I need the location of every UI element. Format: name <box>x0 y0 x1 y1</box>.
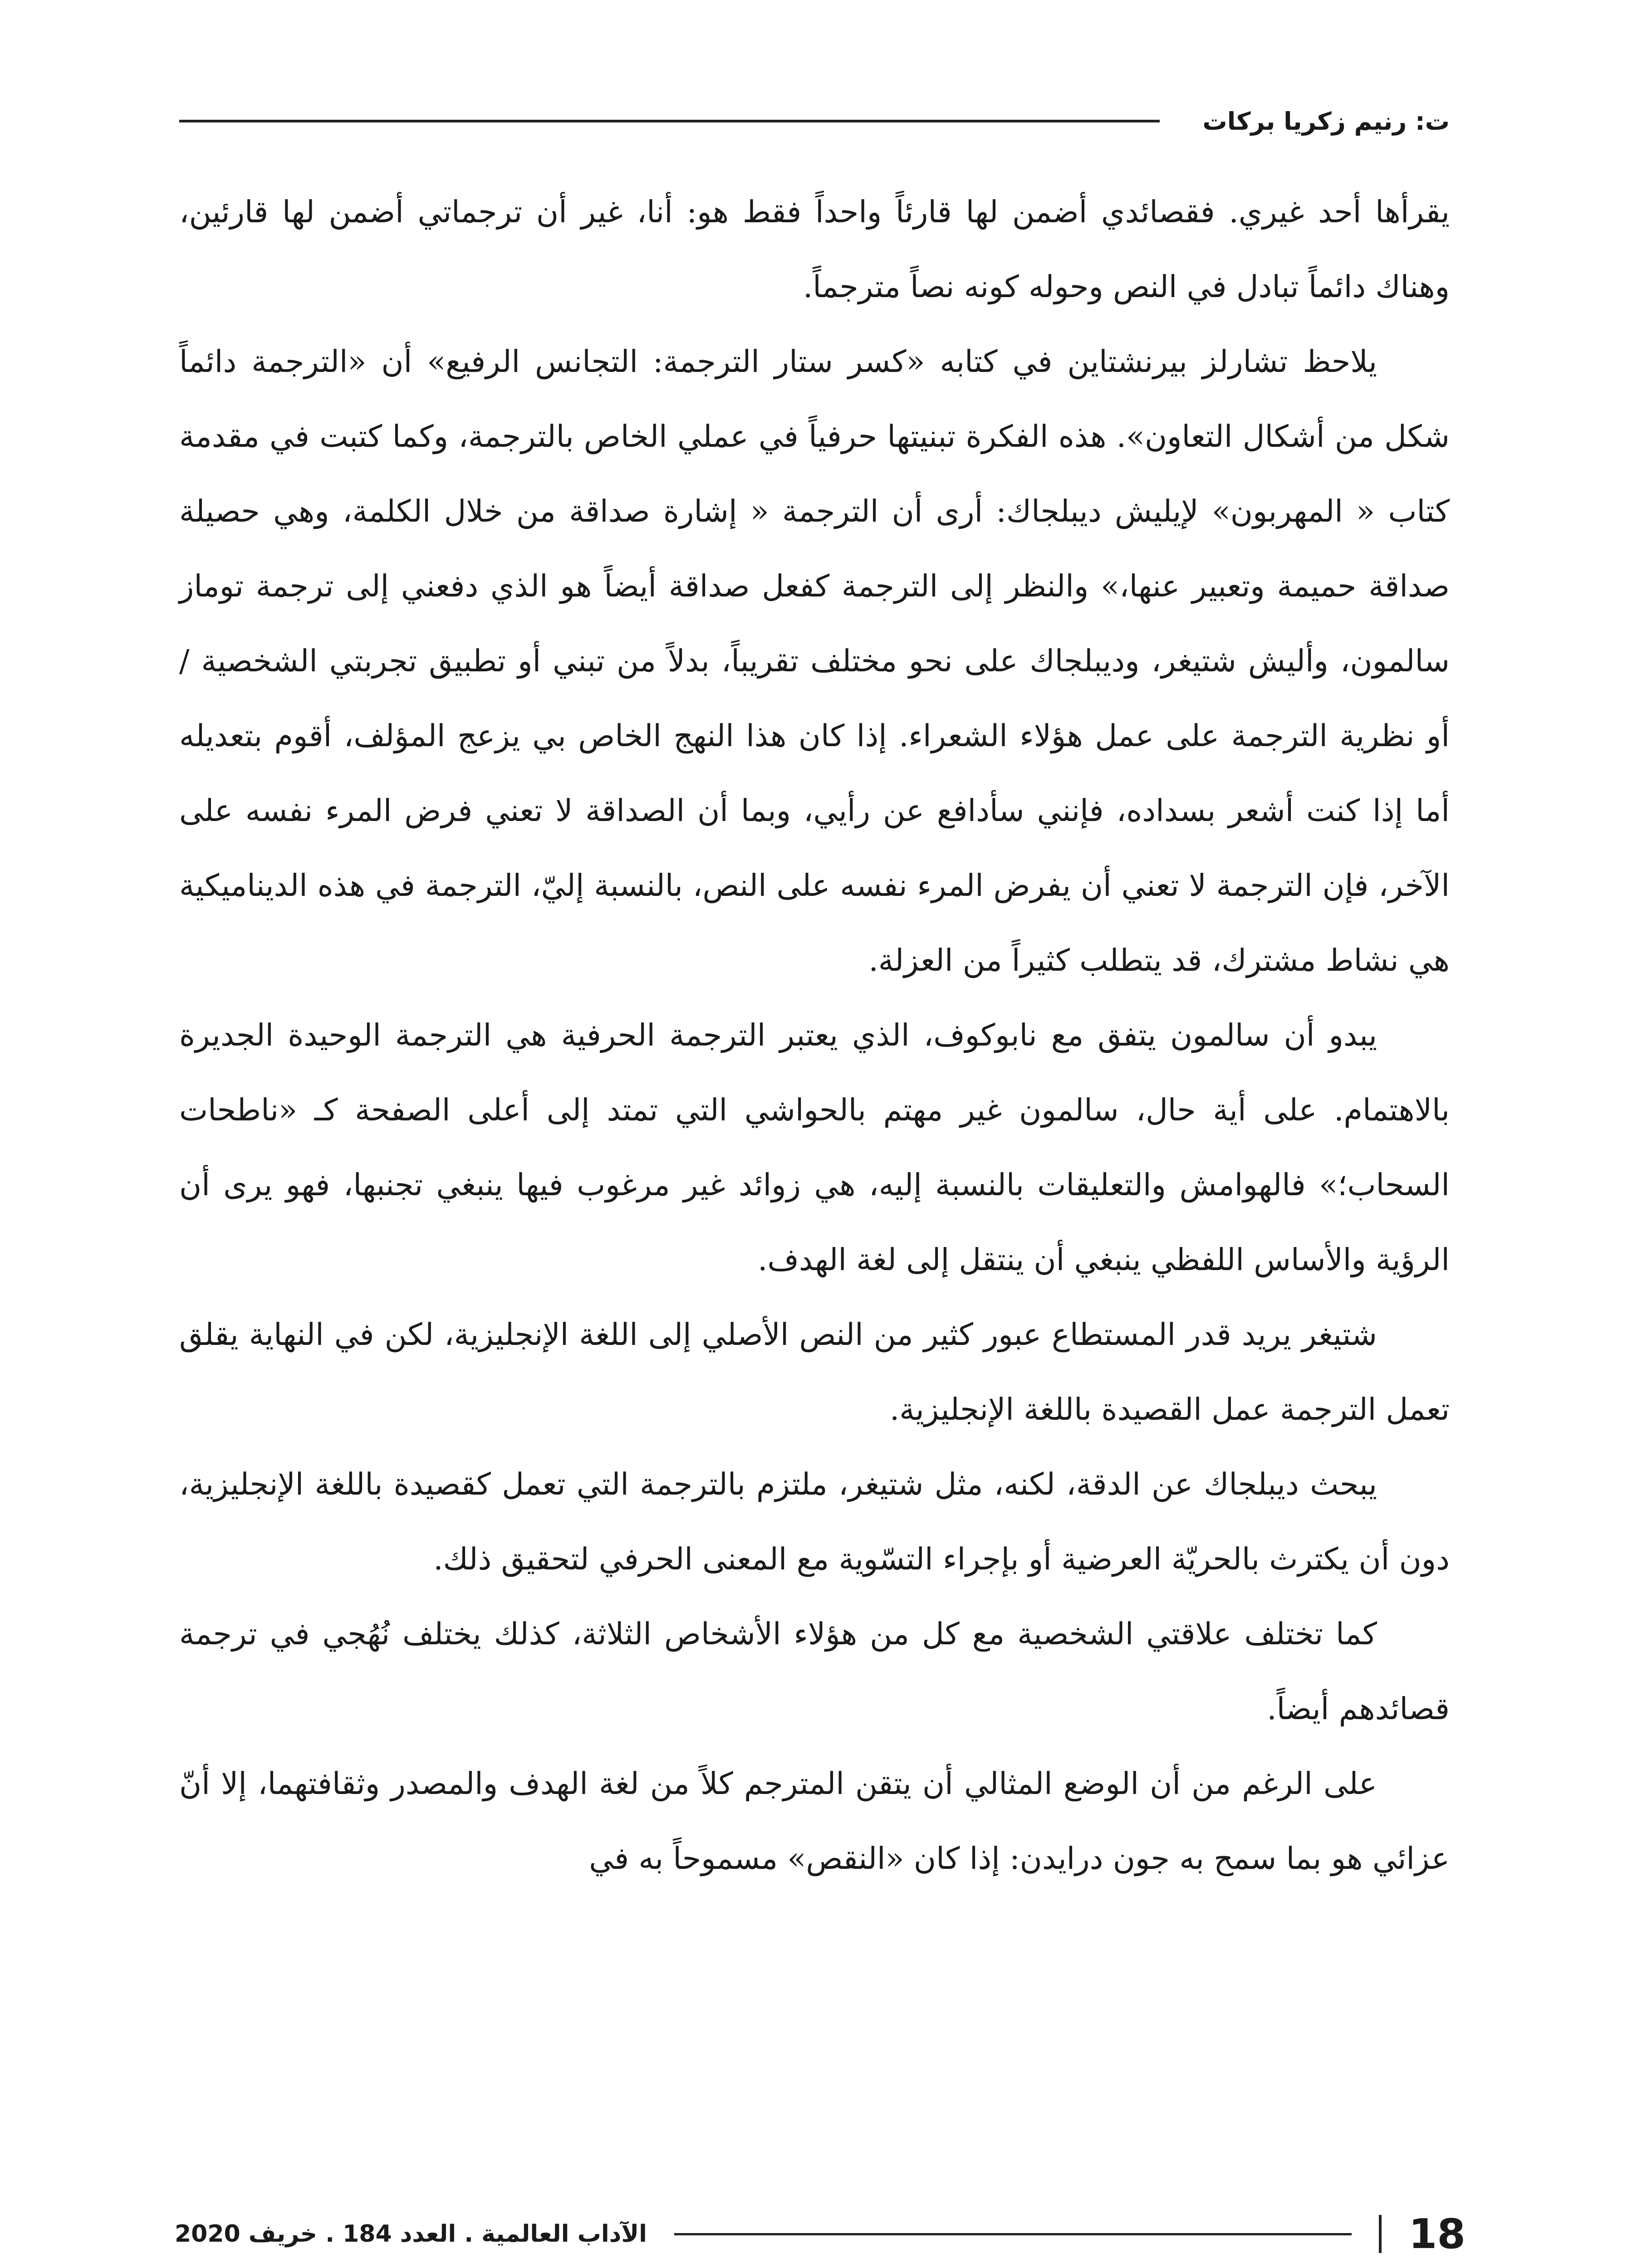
paragraph: على الرغم من أن الوضع المثالي أن يتقن المترجم كلاً من لغة الهدف والمصدر وثقافتهما، إلا أنّ عزائي هو بما سمح به جون درايدن: إذا كان «النقص» مسموحاً به في <box>179 1766 1450 1876</box>
page-number: 18 <box>1408 2210 1466 2258</box>
paragraph: شتيغر يريد قدر المستطاع عبور كثير من النص الأصلي إلى اللغة الإنجليزية، لكن في النهاية يقلق تعمل الترجمة عمل القصيدة باللغة الإنجليزية. <box>179 1317 1450 1427</box>
paragraph: كما تختلف علاقتي الشخصية مع كل من هؤلاء الأشخاص الثلاثة، كذلك يختلف نُهُجي في ترجمة قصائدهم أيضاً. <box>179 1616 1450 1726</box>
paragraph: يبحث ديبلجاك عن الدقة، لكنه، مثل شتيغر، ملتزم بالترجمة التي تعمل كقصيدة باللغة الإنجليزية، دون أن يكترث بالحريّة العرضية أو بإجراء التسّوية مع المعنى الحرفي لتحقيق ذلك. <box>179 1466 1450 1577</box>
footer-divider <box>1379 2215 1382 2253</box>
translator-credit: ت: رنيم زكريا بركات <box>1202 107 1450 136</box>
header-rule <box>179 120 1160 122</box>
paragraph: يقرأها أحد غيري. فقصائدي أضمن لها قارئاً واحداً فقط هو: أنا، غير أن ترجماتي أضمن لها قارئين، وهناك دائماً تبادل في النص وحوله كونه نصاً مترجماً. <box>179 194 1450 304</box>
paragraph: يلاحظ تشارلز بيرنشتاين في كتابه «كسر ستار الترجمة: التجانس الرفيع» أن «الترجمة دائماً شكل من أشكال التعاون». هذه الفكرة تبنيتها حرفياً في عملي الخاص بالترجمة، وكما كتبت في مقدمة كتاب « المهربون» لإيليش ديبلجاك: أرى أن الترجمة « إشارة صداقة من خلال الكلمة، وهي حصيلة صداقة حميمة وتعبير عنها،» والنظر إلى الترجمة كفعل صداقة أيضاً هو الذي دفعني إلى ترجمة توماز سالمون، وأليش شتيغر، وديبلجاك على نحو مختلف تقريباً، بدلاً من تبني أو تطبيق تجربتي الشخصية / أو نظرية الترجمة على عمل هؤلاء الشعراء. إذا كان هذا النهج الخاص بي يزعج المؤلف، أقوم بتعديله أما إذا كنت أشعر بسداده، فإنني سأدافع عن رأيي، وبما أن الصداقة لا تعني فرض المرء نفسه على الآخر، فإن الترجمة لا تعني أن يفرض المرء نفسه على النص، بالنسبة إليّ، الترجمة في هذه الديناميكية هي نشاط مشترك، قد يتطلب كثيراً من العزلة. <box>179 344 1450 978</box>
journal-issue: الآداب العالمية . العدد 184 . خريف 2020 <box>175 2220 647 2248</box>
article-body <box>179 175 1450 1896</box>
paragraph: يبدو أن سالمون يتفق مع نابوكوف، الذي يعتبر الترجمة الحرفية هي الترجمة الوحيدة الجديرة بالاهتمام. على أية حال، سالمون غير مهتم بالحواشي التي تمتد إلى أعلى الصفحة كـ «ناطحات السحاب؛» فالهوامش والتعليقات بالنسبة إليه، هي زوائد غير مرغوب فيها ينبغي تجنبها، فهو يرى أن الرؤية والأساس اللفظي ينبغي أن ينتقل إلى لغة الهدف. <box>179 1017 1450 1277</box>
footer-rule <box>674 2233 1352 2235</box>
running-header <box>179 96 1450 146</box>
page-footer <box>175 2204 1466 2263</box>
